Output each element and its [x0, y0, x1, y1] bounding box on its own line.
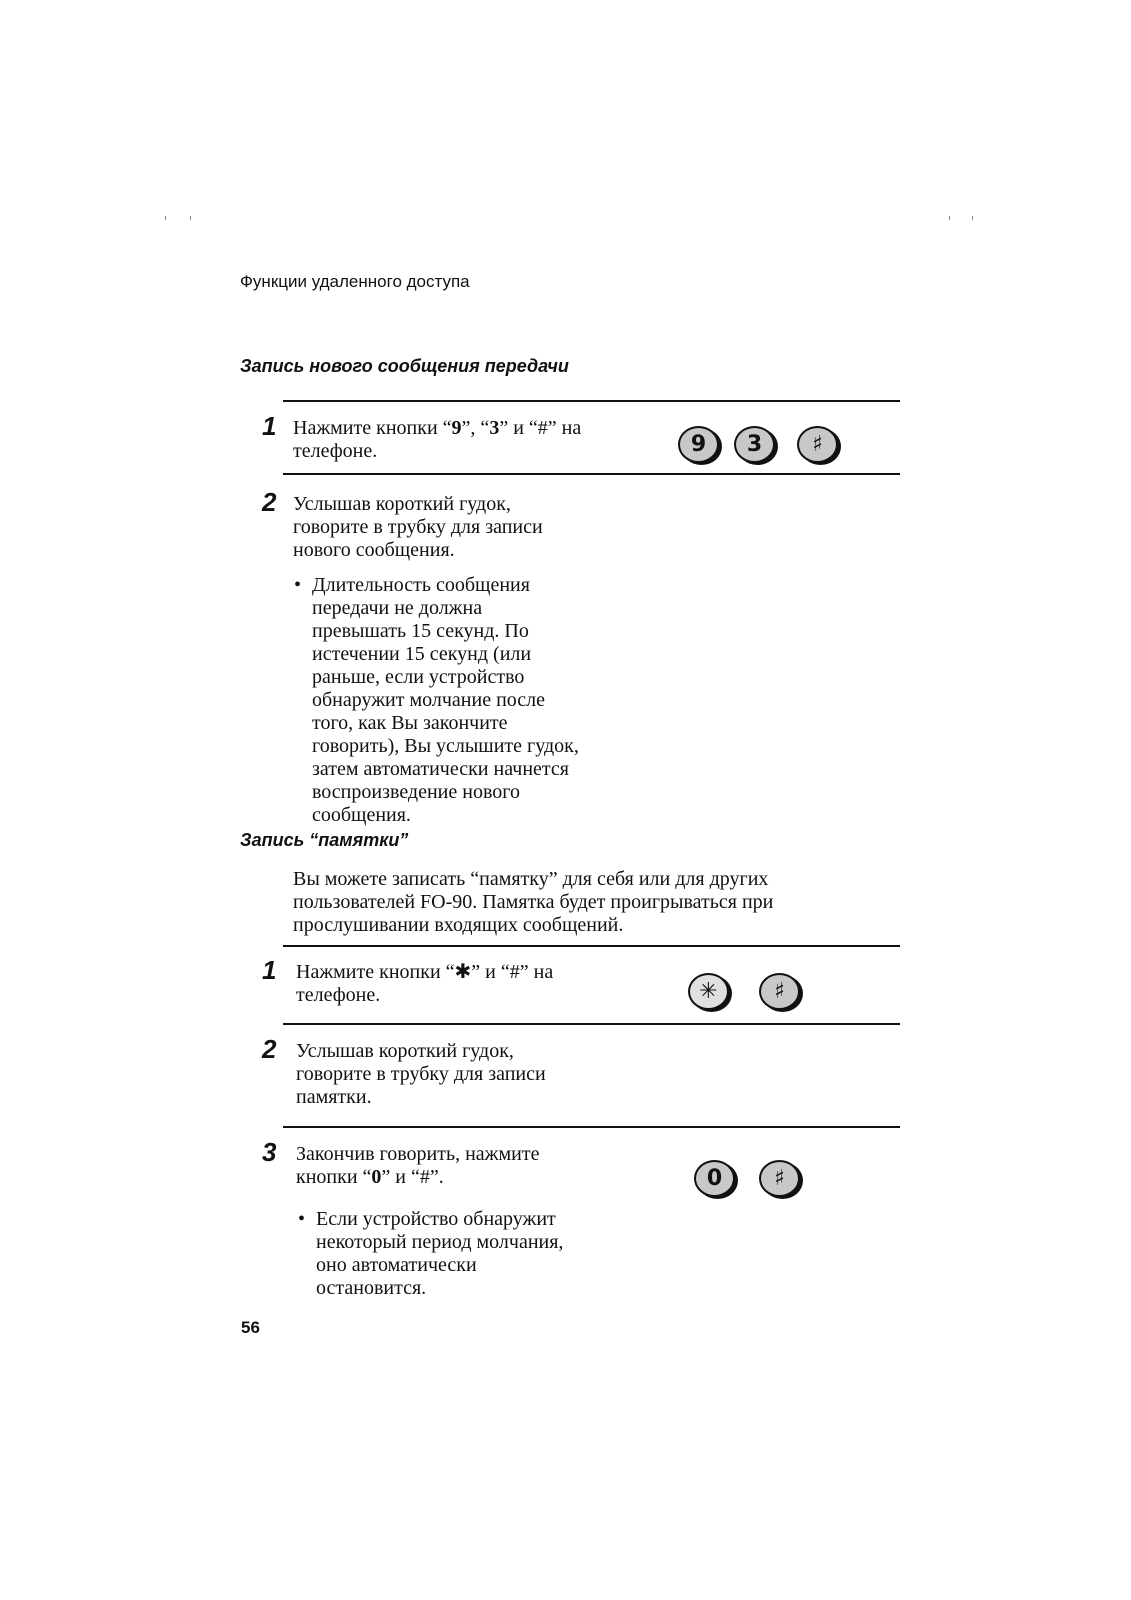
page-number: 56 [241, 1318, 260, 1337]
keypad-3-key: 3 [734, 426, 775, 463]
text-line: говорите в трубку для записи [296, 1063, 546, 1085]
bullet-dot: • [298, 1208, 306, 1230]
text-line: прослушивании входящих сообщений. [293, 914, 624, 936]
step-number: 1 [262, 411, 277, 441]
bullet-note [298, 1208, 646, 1300]
step-number: 2 [262, 1034, 277, 1064]
step-text [293, 417, 633, 463]
running-header: Функции удаленного доступа [240, 272, 470, 291]
bullet-note [294, 574, 642, 827]
text-line: того, как Вы закончите [312, 712, 508, 734]
divider [283, 1126, 900, 1128]
text-line: Нажмите кнопки “✱” и “#” на [296, 961, 554, 983]
section-title: Запись “памятки” [240, 830, 409, 850]
step-text [296, 961, 636, 1007]
keypad-hash-key: ♯ [797, 426, 838, 463]
text-line: воспроизведение нового [312, 781, 520, 803]
intro-paragraph [293, 868, 893, 937]
step-text [296, 1143, 636, 1189]
text-line: пользователей FO-90. Памятка будет проигрываться при [293, 891, 774, 913]
text-line: Нажмите кнопки “9”, “3” и “#” на [293, 417, 582, 439]
text-line: Закончив говорить, нажмите [296, 1143, 540, 1165]
text-line: телефоне. [293, 440, 378, 462]
section-title: Запись нового сообщения передачи [240, 356, 569, 376]
step-text [296, 1040, 636, 1109]
divider [283, 1023, 900, 1025]
crop-mark [949, 216, 950, 220]
bullet-dot: • [294, 574, 302, 596]
text-line: некоторый период молчания, [316, 1231, 564, 1253]
text-line: передачи не должна [312, 597, 483, 619]
text-line: сообщения. [312, 804, 411, 826]
divider [283, 945, 900, 947]
divider [283, 400, 900, 402]
keypad-9-key: 9 [678, 426, 719, 463]
crop-mark [190, 216, 191, 220]
text-line: оно автоматически [316, 1254, 477, 1276]
keypad-0-key: 0 [694, 1160, 735, 1197]
text-line: нового сообщения. [293, 539, 455, 561]
text-line: телефоне. [296, 984, 381, 1006]
text-line: затем автоматически начнется [312, 758, 569, 780]
text-line: памятки. [296, 1086, 372, 1108]
crop-mark [972, 216, 973, 220]
divider [283, 473, 900, 475]
text-line: Если устройство обнаружит [316, 1208, 556, 1230]
keypad-hash-key: ♯ [759, 973, 800, 1010]
keypad-star-key: ✳ [688, 973, 729, 1010]
keypad-hash-key: ♯ [759, 1160, 800, 1197]
text-line: истечении 15 секунд (или [312, 643, 532, 665]
step-number: 3 [262, 1137, 277, 1167]
text-line: Длительность сообщения [312, 574, 530, 596]
text-line: раньше, если устройство [312, 666, 525, 688]
step-text [293, 493, 633, 562]
text-line: кнопки “0” и “#”. [296, 1166, 444, 1188]
text-line: говорите в трубку для записи [293, 516, 543, 538]
step-number: 2 [262, 487, 277, 517]
text-line: Вы можете записать “памятку” для себя или для других [293, 868, 769, 890]
text-line: Услышав короткий гудок, [293, 493, 511, 515]
text-line: говорить), Вы услышите гудок, [312, 735, 579, 757]
step-number: 1 [262, 955, 277, 985]
text-line: превышать 15 секунд. По [312, 620, 529, 642]
text-line: Услышав короткий гудок, [296, 1040, 514, 1062]
text-line: остановится. [316, 1277, 427, 1299]
crop-mark [165, 216, 166, 220]
text-line: обнаружит молчание после [312, 689, 546, 711]
